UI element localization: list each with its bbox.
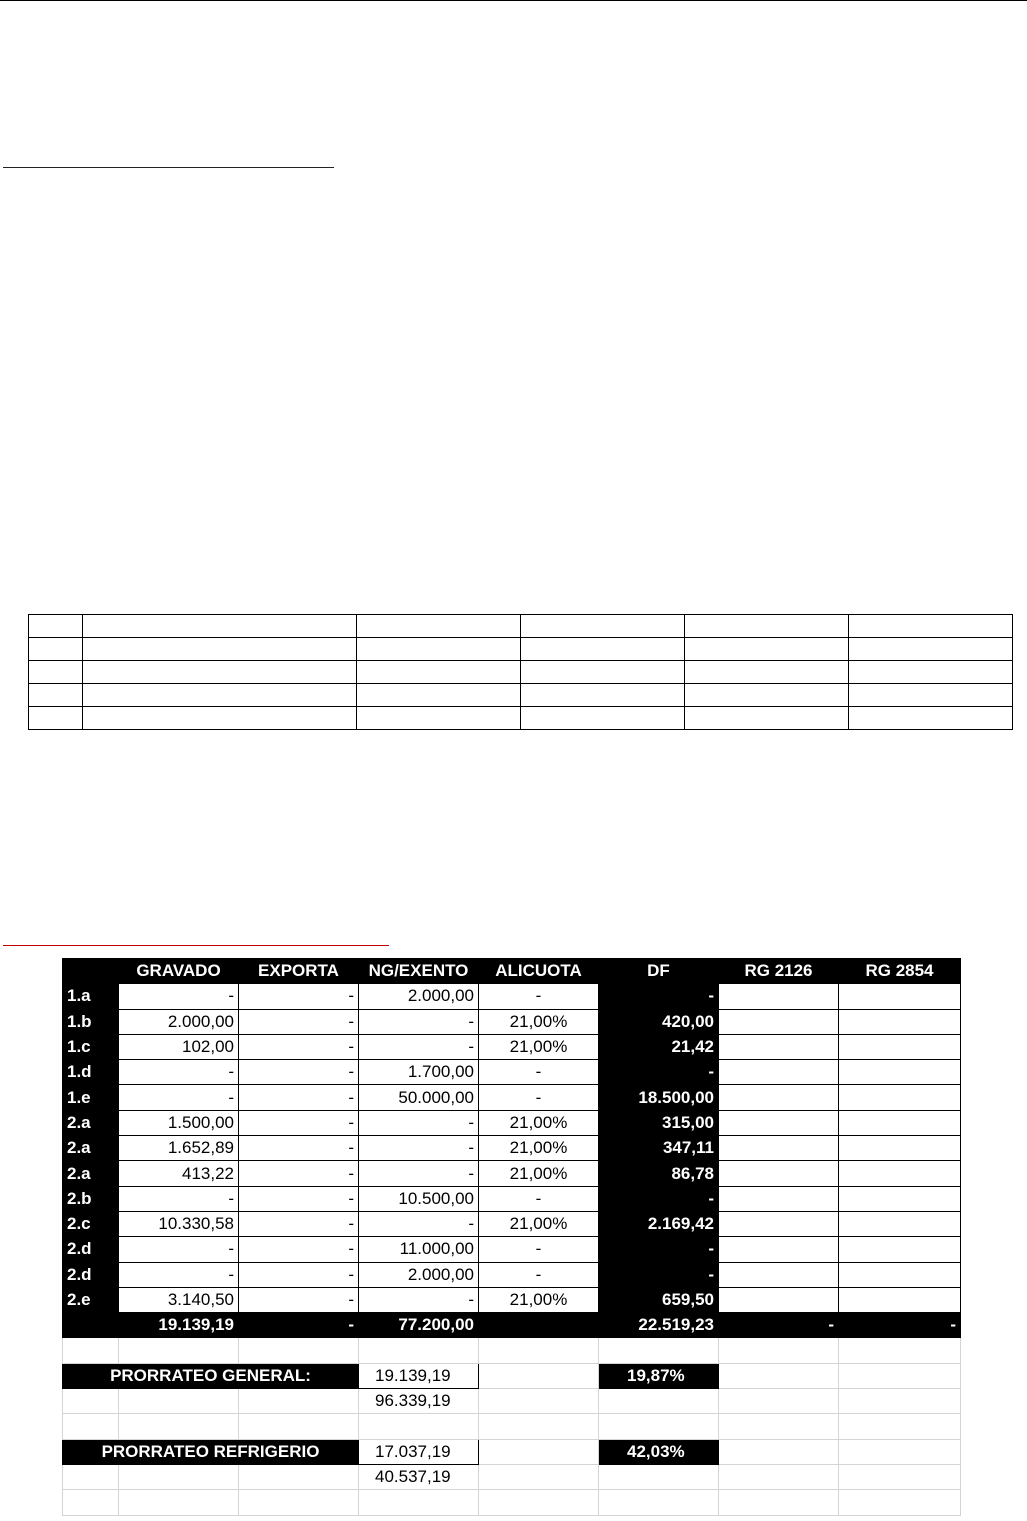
empty-cell[interactable] (719, 1414, 839, 1439)
empty-cell[interactable] (521, 684, 685, 707)
empty-cell[interactable] (521, 638, 685, 661)
empty-cell[interactable] (357, 615, 521, 638)
empty-cell[interactable] (685, 638, 849, 661)
exporta-cell[interactable]: - (239, 1287, 359, 1312)
total-df[interactable]: 22.519,23 (599, 1313, 719, 1338)
ng-exento-cell[interactable]: 2.000,00 (359, 1262, 479, 1287)
alicuota-cell[interactable]: - (479, 1060, 599, 1085)
rg2126-cell[interactable] (719, 984, 839, 1009)
table-row (63, 1009, 961, 1034)
ng-exento-cell[interactable]: - (359, 1211, 479, 1236)
rg2854-cell[interactable] (839, 1287, 961, 1312)
empty-cell[interactable] (685, 661, 849, 684)
prorrateo-refrigerio-denominator-row (63, 1464, 961, 1489)
empty-cell[interactable] (849, 707, 1013, 730)
exporta-cell[interactable]: - (239, 1186, 359, 1211)
gravado-cell[interactable]: 413,22 (119, 1161, 239, 1186)
table-row (63, 1060, 961, 1085)
gravado-cell[interactable]: 1.500,00 (119, 1110, 239, 1135)
empty-cell[interactable] (63, 1389, 119, 1414)
row-label[interactable]: 2.c (63, 1211, 119, 1236)
exporta-cell[interactable]: - (239, 1136, 359, 1161)
rg2126-cell[interactable] (719, 1009, 839, 1034)
exporta-cell[interactable]: - (239, 1161, 359, 1186)
heading-underline (3, 167, 334, 168)
rg2854-cell[interactable] (839, 1034, 961, 1059)
spreadsheet (62, 958, 966, 1521)
prorrateo-general-label[interactable]: PRORRATEO GENERAL: (63, 1363, 359, 1388)
total-rg2854[interactable]: - (839, 1313, 961, 1338)
prorrateo-refrigerio-numerator[interactable]: 17.037,19 (359, 1439, 479, 1464)
empty-table-row (29, 707, 1013, 730)
row-label[interactable]: 2.a (63, 1110, 119, 1135)
alicuota-cell[interactable]: - (479, 1085, 599, 1110)
empty-cell[interactable] (119, 1338, 239, 1363)
ng-exento-cell[interactable]: 10.500,00 (359, 1186, 479, 1211)
rg2126-cell[interactable] (719, 1186, 839, 1211)
empty-cell[interactable] (599, 1464, 719, 1489)
table-row (63, 1136, 961, 1161)
table-row (63, 1085, 961, 1110)
empty-cell[interactable] (63, 1338, 119, 1363)
gravado-cell[interactable]: 1.652,89 (119, 1136, 239, 1161)
total-alicuota[interactable] (479, 1313, 599, 1338)
row-label[interactable]: 2.a (63, 1161, 119, 1186)
column-header[interactable]: EXPORTA (239, 959, 359, 984)
table-row (63, 1211, 961, 1236)
prorrateo-refrigerio-label[interactable]: PRORRATEO REFRIGERIO (63, 1439, 359, 1464)
df-cell[interactable]: - (599, 1237, 719, 1262)
empty-cell[interactable] (119, 1389, 239, 1414)
alicuota-cell[interactable]: 21,00% (479, 1034, 599, 1059)
ng-exento-cell[interactable]: - (359, 1287, 479, 1312)
total-rg2126[interactable]: - (719, 1313, 839, 1338)
rg2854-cell[interactable] (839, 1009, 961, 1034)
prorrateo-general-denominator[interactable]: 96.339,19 (359, 1389, 479, 1414)
table-row (63, 1110, 961, 1135)
exporta-cell[interactable]: - (239, 1211, 359, 1236)
empty-cell[interactable] (719, 1490, 839, 1515)
df-cell[interactable]: 2.169,42 (599, 1211, 719, 1236)
column-header[interactable]: NG/EXENTO (359, 959, 479, 984)
empty-cell[interactable] (599, 1389, 719, 1414)
gravado-cell[interactable]: 3.140,50 (119, 1287, 239, 1312)
column-header[interactable]: GRAVADO (119, 959, 239, 984)
empty-cell[interactable] (479, 1338, 599, 1363)
empty-cell[interactable] (239, 1464, 359, 1489)
row-label[interactable]: 2.d (63, 1237, 119, 1262)
empty-cell[interactable] (839, 1338, 961, 1363)
alicuota-cell[interactable]: - (479, 1237, 599, 1262)
empty-cell[interactable] (839, 1464, 961, 1489)
table-row (63, 984, 961, 1009)
gravado-cell[interactable]: - (119, 1060, 239, 1085)
rg2126-cell[interactable] (719, 1060, 839, 1085)
prorrateo-general-denominator-row (63, 1389, 961, 1414)
exporta-cell[interactable]: - (239, 1237, 359, 1262)
exporta-cell[interactable]: - (239, 1110, 359, 1135)
empty-cell[interactable] (839, 1414, 961, 1439)
gravado-cell[interactable]: - (119, 984, 239, 1009)
empty-cell[interactable] (685, 615, 849, 638)
prorrateo-refrigerio-percentage[interactable]: 42,03% (599, 1439, 719, 1464)
empty-cell[interactable] (719, 1389, 839, 1414)
empty-cell[interactable] (63, 1490, 119, 1515)
row-label[interactable]: 1.e (63, 1085, 119, 1110)
empty-cell[interactable] (29, 707, 83, 730)
row-label[interactable]: 2.d (63, 1262, 119, 1287)
empty-cell[interactable] (849, 638, 1013, 661)
alicuota-cell[interactable]: 21,00% (479, 1287, 599, 1312)
exporta-cell[interactable]: - (239, 984, 359, 1009)
empty-row (63, 1414, 961, 1439)
empty-cell[interactable] (359, 1414, 479, 1439)
empty-cell[interactable] (479, 1464, 599, 1489)
column-header[interactable]: RG 2854 (839, 959, 961, 984)
df-cell[interactable]: 18.500,00 (599, 1085, 719, 1110)
rg2126-cell[interactable] (719, 1262, 839, 1287)
empty-cell[interactable] (239, 1338, 359, 1363)
empty-cell[interactable] (719, 1338, 839, 1363)
empty-cell[interactable] (719, 1363, 839, 1388)
alicuota-cell[interactable]: 21,00% (479, 1211, 599, 1236)
alicuota-cell[interactable]: 21,00% (479, 1009, 599, 1034)
df-cell[interactable]: - (599, 1262, 719, 1287)
empty-cell[interactable] (83, 661, 357, 684)
empty-cell[interactable] (29, 638, 83, 661)
column-header[interactable] (63, 959, 119, 984)
page-top-rule (0, 0, 1027, 1)
table-row (63, 1287, 961, 1312)
empty-cell[interactable] (83, 638, 357, 661)
rg2126-cell[interactable] (719, 1211, 839, 1236)
empty-cell[interactable] (719, 1464, 839, 1489)
rg2854-cell[interactable] (839, 1161, 961, 1186)
alicuota-cell[interactable]: - (479, 984, 599, 1009)
empty-cell[interactable] (599, 1490, 719, 1515)
df-cell[interactable]: - (599, 984, 719, 1009)
empty-cell[interactable] (63, 1414, 119, 1439)
rg2854-cell[interactable] (839, 1060, 961, 1085)
ng-exento-cell[interactable]: 2.000,00 (359, 984, 479, 1009)
heading-underline-red (3, 945, 389, 946)
rg2126-cell[interactable] (719, 1161, 839, 1186)
alicuota-cell[interactable]: - (479, 1262, 599, 1287)
empty-cell[interactable] (839, 1363, 961, 1388)
ng-exento-cell[interactable]: 1.700,00 (359, 1060, 479, 1085)
rg2126-cell[interactable] (719, 1287, 839, 1312)
column-header[interactable]: RG 2126 (719, 959, 839, 984)
prorrateo-general-numerator[interactable]: 19.139,19 (359, 1363, 479, 1388)
row-label[interactable]: 1.b (63, 1009, 119, 1034)
empty-cell[interactable] (83, 707, 357, 730)
exporta-cell[interactable]: - (239, 1262, 359, 1287)
row-label[interactable]: 1.a (63, 984, 119, 1009)
df-cell[interactable]: 86,78 (599, 1161, 719, 1186)
total-ng-exento[interactable]: 77.200,00 (359, 1313, 479, 1338)
empty-row (63, 1338, 961, 1363)
row-label[interactable]: 2.a (63, 1136, 119, 1161)
empty-cell[interactable] (849, 661, 1013, 684)
empty-cell[interactable] (29, 684, 83, 707)
empty-cell[interactable] (479, 1490, 599, 1515)
empty-cell[interactable] (63, 1464, 119, 1489)
total-gravado[interactable]: 19.139,19 (119, 1313, 239, 1338)
exporta-cell[interactable]: - (239, 1085, 359, 1110)
ng-exento-cell[interactable]: - (359, 1009, 479, 1034)
rg2126-cell[interactable] (719, 1034, 839, 1059)
ng-exento-cell[interactable]: 11.000,00 (359, 1237, 479, 1262)
empty-cell[interactable] (357, 638, 521, 661)
empty-cell[interactable] (839, 1490, 961, 1515)
gravado-cell[interactable]: 10.330,58 (119, 1211, 239, 1236)
empty-bordered-table (28, 614, 1013, 730)
empty-cell[interactable] (849, 684, 1013, 707)
empty-cell[interactable] (239, 1389, 359, 1414)
ng-exento-cell[interactable]: - (359, 1136, 479, 1161)
rg2126-cell[interactable] (719, 1237, 839, 1262)
rg2126-cell[interactable] (719, 1136, 839, 1161)
df-cell[interactable]: 347,11 (599, 1136, 719, 1161)
empty-cell[interactable] (521, 661, 685, 684)
empty-cell[interactable] (119, 1414, 239, 1439)
exporta-cell[interactable]: - (239, 1009, 359, 1034)
row-label[interactable]: 2.b (63, 1186, 119, 1211)
ng-exento-cell[interactable]: - (359, 1034, 479, 1059)
empty-cell[interactable] (359, 1338, 479, 1363)
empty-cell[interactable] (521, 615, 685, 638)
empty-row (63, 1490, 961, 1515)
empty-cell[interactable] (521, 707, 685, 730)
prorrateo-general-row (63, 1363, 961, 1388)
alicuota-cell[interactable]: - (479, 1186, 599, 1211)
empty-cell[interactable] (29, 615, 83, 638)
table-row (63, 1186, 961, 1211)
empty-cell[interactable] (119, 1464, 239, 1489)
empty-cell[interactable] (119, 1490, 239, 1515)
df-cell[interactable]: 315,00 (599, 1110, 719, 1135)
prorrateo-refrigerio-row (63, 1439, 961, 1464)
ng-exento-cell[interactable]: - (359, 1161, 479, 1186)
table-row (63, 1262, 961, 1287)
empty-cell[interactable] (685, 684, 849, 707)
rg2126-cell[interactable] (719, 1085, 839, 1110)
column-header[interactable]: ALICUOTA (479, 959, 599, 984)
empty-cell[interactable] (83, 615, 357, 638)
alicuota-cell[interactable]: 21,00% (479, 1110, 599, 1135)
rg2854-cell[interactable] (839, 984, 961, 1009)
rg2854-cell[interactable] (839, 1211, 961, 1236)
empty-table-row (29, 661, 1013, 684)
table-row (63, 1161, 961, 1186)
ng-exento-cell[interactable]: - (359, 1110, 479, 1135)
alicuota-cell[interactable]: 21,00% (479, 1161, 599, 1186)
ng-exento-cell[interactable]: 50.000,00 (359, 1085, 479, 1110)
empty-cell[interactable] (599, 1338, 719, 1363)
rg2854-cell[interactable] (839, 1085, 961, 1110)
row-label[interactable]: 1.c (63, 1034, 119, 1059)
prorrateo-general-percentage[interactable]: 19,87% (599, 1363, 719, 1388)
empty-cell[interactable] (357, 661, 521, 684)
exporta-cell[interactable]: - (239, 1060, 359, 1085)
empty-cell[interactable] (239, 1414, 359, 1439)
total-exporta[interactable]: - (239, 1313, 359, 1338)
empty-cell[interactable] (479, 1439, 599, 1464)
gravado-cell[interactable]: - (119, 1085, 239, 1110)
df-cell[interactable]: 659,50 (599, 1287, 719, 1312)
gravado-cell[interactable]: - (119, 1262, 239, 1287)
empty-cell[interactable] (359, 1490, 479, 1515)
iva-table (62, 958, 961, 1516)
exporta-cell[interactable]: - (239, 1034, 359, 1059)
rg2854-cell[interactable] (839, 1110, 961, 1135)
empty-cell[interactable] (83, 684, 357, 707)
empty-cell[interactable] (479, 1389, 599, 1414)
alicuota-cell[interactable]: 21,00% (479, 1136, 599, 1161)
df-cell[interactable]: - (599, 1186, 719, 1211)
column-header[interactable]: DF (599, 959, 719, 984)
header-row (63, 959, 961, 984)
empty-cell[interactable] (839, 1439, 961, 1464)
gravado-cell[interactable]: 102,00 (119, 1034, 239, 1059)
empty-table-row (29, 684, 1013, 707)
empty-cell[interactable] (685, 707, 849, 730)
row-label[interactable]: 1.d (63, 1060, 119, 1085)
empty-cell[interactable] (357, 684, 521, 707)
empty-cell[interactable] (479, 1363, 599, 1388)
df-cell[interactable]: 420,00 (599, 1009, 719, 1034)
gravado-cell[interactable]: - (119, 1186, 239, 1211)
empty-cell[interactable] (29, 661, 83, 684)
empty-cell[interactable] (849, 615, 1013, 638)
df-cell[interactable]: 21,42 (599, 1034, 719, 1059)
empty-cell[interactable] (599, 1414, 719, 1439)
gravado-cell[interactable]: - (119, 1237, 239, 1262)
df-cell[interactable]: - (599, 1060, 719, 1085)
empty-cell[interactable] (719, 1439, 839, 1464)
rg2854-cell[interactable] (839, 1186, 961, 1211)
prorrateo-refrigerio-denominator[interactable]: 40.537,19 (359, 1464, 479, 1489)
rg2126-cell[interactable] (719, 1110, 839, 1135)
rg2854-cell[interactable] (839, 1136, 961, 1161)
empty-table-row (29, 638, 1013, 661)
gravado-cell[interactable]: 2.000,00 (119, 1009, 239, 1034)
empty-cell[interactable] (839, 1389, 961, 1414)
empty-cell[interactable] (479, 1414, 599, 1439)
totals-row (63, 1313, 961, 1338)
totals-label[interactable] (63, 1313, 119, 1338)
empty-table-row (29, 615, 1013, 638)
empty-cell[interactable] (239, 1490, 359, 1515)
row-label[interactable]: 2.e (63, 1287, 119, 1312)
rg2854-cell[interactable] (839, 1262, 961, 1287)
table-row (63, 1237, 961, 1262)
rg2854-cell[interactable] (839, 1237, 961, 1262)
table-row (63, 1034, 961, 1059)
empty-cell[interactable] (357, 707, 521, 730)
